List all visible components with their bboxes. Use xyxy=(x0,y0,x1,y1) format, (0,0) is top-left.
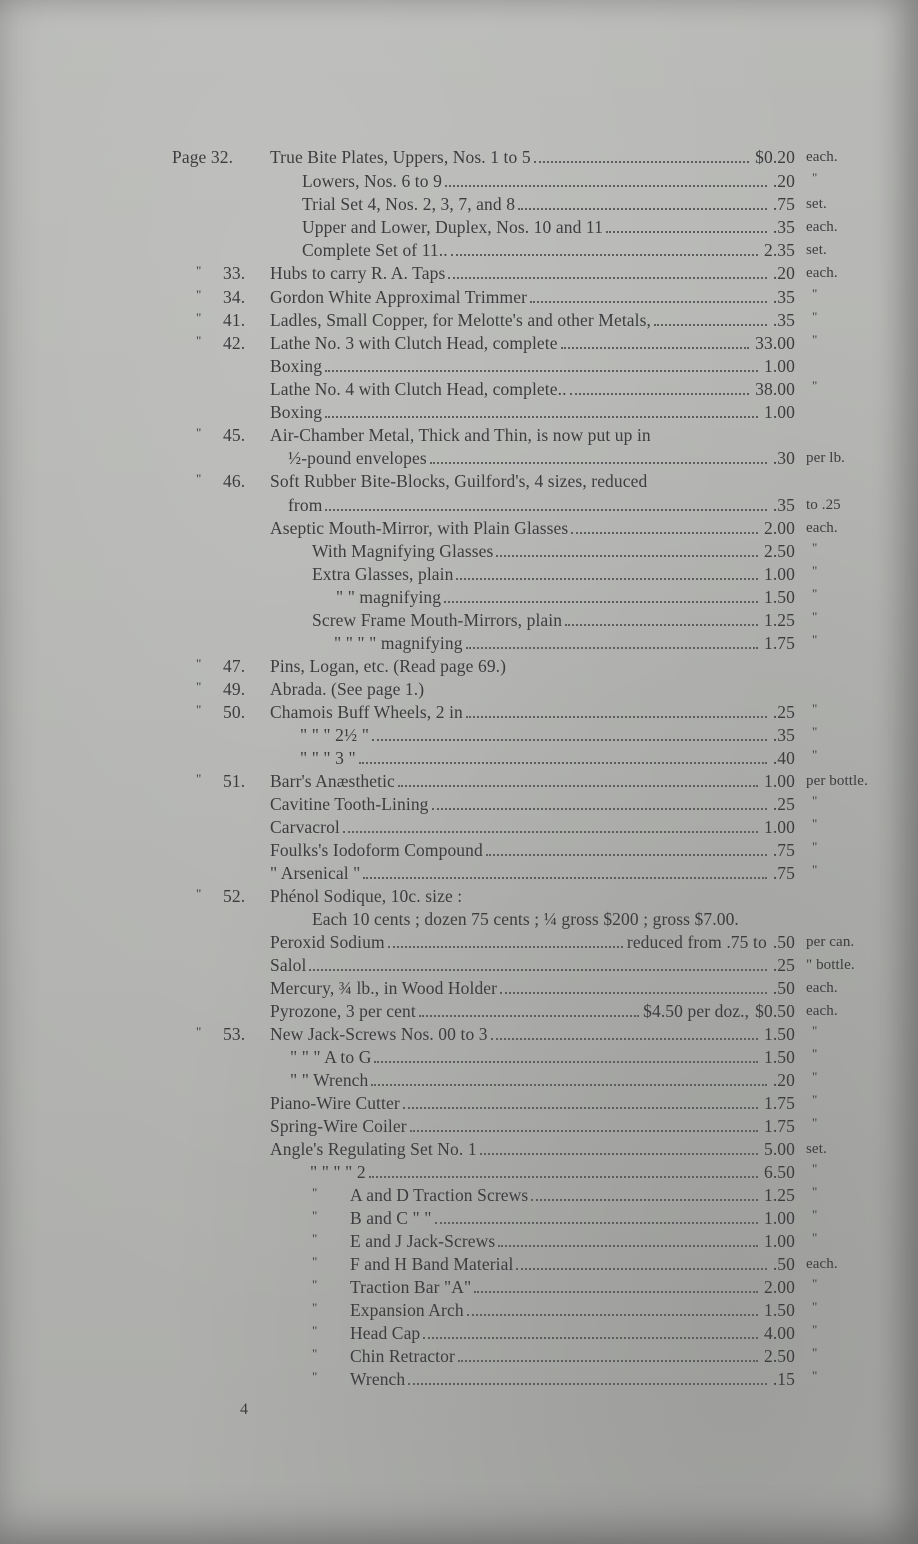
item-description: " " " " 2 xyxy=(310,1162,366,1182)
ditto-mark: " xyxy=(196,1024,202,1039)
page-number-ref: 45. xyxy=(223,425,246,445)
item-price: 2.00 xyxy=(763,1277,795,1297)
ditto-mark: " xyxy=(196,656,202,671)
catalog-row xyxy=(0,332,918,354)
dotted-leader xyxy=(374,1061,758,1063)
dotted-leader xyxy=(371,1084,766,1086)
catalog-row xyxy=(0,931,918,953)
item-description: Traction Bar "A" xyxy=(350,1277,472,1297)
page-number-ref: 50. xyxy=(223,702,246,722)
item-description: Head Cap xyxy=(350,1323,421,1343)
catalog-row xyxy=(0,908,918,930)
item-price: .25 xyxy=(772,702,795,722)
item-price: .35 xyxy=(772,217,795,237)
ditto-mark: " xyxy=(196,702,202,717)
ditto-mark: " xyxy=(312,1208,318,1223)
price-unit: per can. xyxy=(806,934,855,950)
dotted-leader xyxy=(486,854,767,856)
catalog-row xyxy=(0,770,918,792)
price-unit: " xyxy=(812,1023,818,1038)
item-price: 2.50 xyxy=(763,541,795,561)
dotted-leader xyxy=(456,578,757,580)
page-reference-label: Page 32. xyxy=(172,147,234,167)
price-unit: " xyxy=(812,286,818,301)
page-number-ref: 49. xyxy=(223,679,246,699)
item-description: " " " 2½ " xyxy=(300,725,369,745)
catalog-row xyxy=(0,378,918,400)
item-description: Soft Rubber Bite-Blocks, Guilford's, 4 sizes, reduced xyxy=(270,471,648,491)
price-unit: " xyxy=(812,1161,818,1176)
price-unit: " xyxy=(812,1046,818,1061)
item-price: .15 xyxy=(772,1369,795,1389)
price-unit: " bottle. xyxy=(806,957,855,973)
dotted-leader xyxy=(491,1038,758,1040)
page-number-ref: 51. xyxy=(223,771,246,791)
item-price: 1.50 xyxy=(763,1047,795,1067)
catalog-row xyxy=(0,885,918,907)
item-price: 38.00 xyxy=(755,379,795,399)
item-description: Pyrozone, 3 per cent xyxy=(270,1001,416,1021)
page-number-ref: 47. xyxy=(223,656,246,676)
catalog-row xyxy=(0,816,918,838)
catalog-row xyxy=(0,1299,918,1321)
page-number-ref: 41. xyxy=(223,310,246,330)
item-price: .30 xyxy=(772,448,795,468)
price-unit: " xyxy=(812,540,818,555)
catalog-row xyxy=(0,1000,918,1022)
item-price: 1.00 xyxy=(763,356,795,376)
item-description: F and H Band Material xyxy=(350,1254,514,1274)
ditto-mark: " xyxy=(196,679,202,694)
item-price: 1.25 xyxy=(763,610,795,630)
item-price: 1.50 xyxy=(763,1024,795,1044)
catalog-row xyxy=(0,1138,918,1160)
catalog-row xyxy=(0,470,918,492)
ditto-mark: " xyxy=(312,1277,318,1292)
catalog-row xyxy=(0,1276,918,1298)
catalog-row xyxy=(0,401,918,423)
dotted-leader xyxy=(466,716,767,718)
dotted-leader xyxy=(363,877,766,879)
ditto-mark: " xyxy=(312,1300,318,1315)
item-description: Peroxid Sodium xyxy=(270,932,385,952)
item-description: Gordon White Approximal Trimmer xyxy=(270,287,528,307)
price-unit: " xyxy=(812,378,818,393)
dotted-leader xyxy=(388,946,623,948)
price-unit: " xyxy=(812,1092,818,1107)
price-unit: " xyxy=(812,1069,818,1084)
price-unit: " xyxy=(812,170,818,185)
catalog-row xyxy=(0,1368,918,1390)
item-description: Piano-Wire Cutter xyxy=(270,1093,400,1113)
catalog-row xyxy=(0,1046,918,1068)
item-price: .40 xyxy=(772,748,795,768)
dotted-leader xyxy=(343,831,758,833)
dotted-leader xyxy=(458,1360,758,1362)
price-unit: " xyxy=(812,1184,818,1199)
item-price: 1.50 xyxy=(763,1300,795,1320)
item-price: 1.00 xyxy=(763,1231,795,1251)
item-description: Cavitine Tooth-Lining xyxy=(270,794,429,814)
item-description: With Magnifying Glasses xyxy=(312,541,494,561)
item-price: 1.00 xyxy=(763,817,795,837)
dotted-leader xyxy=(534,161,749,163)
catalog-row xyxy=(0,586,918,608)
item-price: .35 xyxy=(772,287,795,307)
item-price: .25 xyxy=(772,955,795,975)
price-unit: " xyxy=(812,586,818,601)
catalog-row xyxy=(0,1322,918,1344)
item-description: Complete Set of 11.. xyxy=(302,240,448,260)
item-price: 1.00 xyxy=(763,1208,795,1228)
item-description: " " " A to G xyxy=(290,1047,372,1067)
item-description: Chin Retractor xyxy=(350,1346,455,1366)
price-unit: to .25 xyxy=(806,497,841,513)
item-description: Chamois Buff Wheels, 2 in xyxy=(270,702,463,722)
price-unit: set. xyxy=(806,1141,827,1157)
catalog-row xyxy=(0,701,918,723)
item-description: ½-pound envelopes xyxy=(288,448,427,468)
item-price: $0.20 xyxy=(755,147,795,167)
item-price: .75 xyxy=(772,840,795,860)
item-description: Trial Set 4, Nos. 2, 3, 7, and 8 xyxy=(302,194,516,214)
catalog-row xyxy=(0,793,918,815)
catalog-row xyxy=(0,170,918,192)
ditto-mark: " xyxy=(196,471,202,486)
item-description: New Jack-Screws Nos. 00 to 3 xyxy=(270,1024,488,1044)
catalog-row xyxy=(0,1023,918,1045)
dotted-leader xyxy=(369,1176,758,1178)
dotted-leader xyxy=(654,324,767,326)
dotted-leader xyxy=(451,254,758,256)
dotted-leader xyxy=(518,208,767,210)
item-description: Each 10 cents ; dozen 75 cents ; ¼ gross $200 ; gross $7.00. xyxy=(312,909,739,929)
item-description: Lathe No. 3 with Clutch Head, complete xyxy=(270,333,558,353)
item-price: .75 xyxy=(772,863,795,883)
catalog-row xyxy=(0,609,918,631)
dotted-leader xyxy=(500,992,767,994)
dotted-leader xyxy=(430,462,767,464)
price-unit: " xyxy=(812,609,818,624)
price-unit: " xyxy=(812,563,818,578)
catalog-row xyxy=(0,146,918,168)
price-unit: set. xyxy=(806,196,827,212)
ditto-mark: " xyxy=(312,1323,318,1338)
price-note: reduced from .75 to xyxy=(626,932,767,952)
catalog-row xyxy=(0,540,918,562)
price-unit: " xyxy=(812,816,818,831)
dotted-leader xyxy=(571,532,758,534)
item-price: .25 xyxy=(772,794,795,814)
catalog-row xyxy=(0,1092,918,1114)
item-price: 1.00 xyxy=(763,564,795,584)
dotted-leader xyxy=(466,647,758,649)
ditto-mark: " xyxy=(312,1346,318,1361)
catalog-row xyxy=(0,355,918,377)
item-description: Mercury, ¾ lb., in Wood Holder xyxy=(270,978,498,998)
dotted-leader xyxy=(498,1245,758,1247)
item-price: 2.50 xyxy=(763,1346,795,1366)
dotted-leader xyxy=(516,1268,766,1270)
item-price: .35 xyxy=(772,725,795,745)
item-description: B and C " " xyxy=(350,1208,432,1228)
item-description: Upper and Lower, Duplex, Nos. 10 and 11 xyxy=(302,217,603,237)
ditto-mark: " xyxy=(196,333,202,348)
item-description: Expansion Arch xyxy=(350,1300,464,1320)
price-unit: per lb. xyxy=(806,450,846,466)
item-description: " Arsenical " xyxy=(270,863,361,883)
catalog-row xyxy=(0,424,918,446)
item-description: Extra Glasses, plain xyxy=(312,564,454,584)
item-description: Screw Frame Mouth-Mirrors, plain xyxy=(312,610,563,630)
item-price: .50 xyxy=(772,932,795,952)
price-unit: " xyxy=(812,1368,818,1383)
price-unit: " xyxy=(812,1345,818,1360)
item-description: Aseptic Mouth-Mirror, with Plain Glasses xyxy=(270,518,569,538)
ditto-mark: " xyxy=(312,1254,318,1269)
item-price: .20 xyxy=(772,171,795,191)
catalog-row xyxy=(0,747,918,769)
dotted-leader xyxy=(480,1153,758,1155)
dotted-leader xyxy=(372,739,767,741)
item-price: .35 xyxy=(772,495,795,515)
catalog-row xyxy=(0,1207,918,1229)
item-description: Ladles, Small Copper, for Melotte's and other Metals, xyxy=(270,310,652,330)
catalog-row xyxy=(0,1230,918,1252)
item-price: .50 xyxy=(772,978,795,998)
price-unit: each. xyxy=(806,1256,838,1272)
item-description: Salol xyxy=(270,955,307,975)
dotted-leader xyxy=(325,509,766,511)
ditto-mark: " xyxy=(196,310,202,325)
dotted-leader xyxy=(570,393,750,395)
price-unit: " xyxy=(812,1299,818,1314)
item-description: " " " " magnifying xyxy=(334,633,463,653)
item-description: " " magnifying xyxy=(336,587,442,607)
catalog-row xyxy=(0,632,918,654)
ditto-mark: " xyxy=(196,425,202,440)
ditto-mark: " xyxy=(312,1369,318,1384)
catalog-row xyxy=(0,655,918,677)
catalog-row xyxy=(0,286,918,308)
catalog-row xyxy=(0,262,918,284)
price-unit: " xyxy=(812,747,818,762)
catalog-row xyxy=(0,724,918,746)
catalog-row xyxy=(0,563,918,585)
item-description: Abrada. (See page 1.) xyxy=(270,679,425,699)
dotted-leader xyxy=(444,601,758,603)
page-number-ref: 33. xyxy=(223,263,246,283)
dotted-leader xyxy=(309,969,766,971)
catalog-row xyxy=(0,494,918,516)
price-unit: " xyxy=(812,309,818,324)
price-unit: " xyxy=(812,862,818,877)
dotted-leader xyxy=(408,1383,767,1385)
dotted-leader xyxy=(435,1222,758,1224)
dotted-leader xyxy=(398,785,758,787)
price-unit: set. xyxy=(806,242,827,258)
price-unit: " xyxy=(812,1115,818,1130)
catalog-row xyxy=(0,977,918,999)
item-price: .75 xyxy=(772,194,795,214)
item-price: 1.50 xyxy=(763,587,795,607)
item-description: Foulks's Iodoform Compound xyxy=(270,840,483,860)
catalog-row xyxy=(0,1161,918,1183)
item-description: A and D Traction Screws xyxy=(350,1185,529,1205)
dotted-leader xyxy=(474,1291,758,1293)
item-description: Hubs to carry R. A. Taps xyxy=(270,263,446,283)
dotted-leader xyxy=(423,1337,758,1339)
item-price: 1.75 xyxy=(763,633,795,653)
dotted-leader xyxy=(530,301,767,303)
dotted-leader xyxy=(531,1199,758,1201)
dotted-leader xyxy=(561,347,750,349)
item-description: Phénol Sodique, 10c. size : xyxy=(270,886,463,906)
item-price: 1.75 xyxy=(763,1093,795,1113)
item-price: 1.25 xyxy=(763,1185,795,1205)
dotted-leader xyxy=(403,1107,758,1109)
item-description: Spring-Wire Coiler xyxy=(270,1116,407,1136)
catalog-row xyxy=(0,517,918,539)
item-description: " " " 3 " xyxy=(300,748,356,768)
dotted-leader xyxy=(565,624,758,626)
price-unit: each. xyxy=(806,219,838,235)
catalog-row xyxy=(0,1184,918,1206)
page-number-ref: 53. xyxy=(223,1024,246,1044)
item-price: 1.00 xyxy=(763,402,795,422)
catalog-row xyxy=(0,239,918,261)
catalog-row xyxy=(0,309,918,331)
item-price: 5.00 xyxy=(763,1139,795,1159)
catalog-row xyxy=(0,193,918,215)
item-price: .20 xyxy=(772,263,795,283)
item-description: Pins, Logan, etc. (Read page 69.) xyxy=(270,656,507,676)
catalog-row xyxy=(0,862,918,884)
price-unit: each. xyxy=(806,1003,838,1019)
item-price: 1.00 xyxy=(763,771,795,791)
page-number: 4 xyxy=(240,1401,248,1418)
item-price: 2.00 xyxy=(763,518,795,538)
item-description: Barr's Anæsthetic xyxy=(270,771,395,791)
price-unit: each. xyxy=(806,980,838,996)
price-unit: " xyxy=(812,632,818,647)
ditto-mark: " xyxy=(196,287,202,302)
page-number-ref: 42. xyxy=(223,333,246,353)
item-description: Carvacrol xyxy=(270,817,340,837)
price-unit: " xyxy=(812,839,818,854)
dotted-leader xyxy=(432,808,767,810)
item-price: 1.75 xyxy=(763,1116,795,1136)
item-price: 33.00 xyxy=(755,333,795,353)
catalog-row xyxy=(0,1069,918,1091)
item-price: 2.35 xyxy=(763,240,795,260)
catalog-row xyxy=(0,954,918,976)
item-price: .35 xyxy=(772,310,795,330)
item-description: Lowers, Nos. 6 to 9 xyxy=(302,171,442,191)
price-unit: " xyxy=(812,793,818,808)
page-number-ref: 34. xyxy=(223,287,246,307)
price-unit: " xyxy=(812,1207,818,1222)
item-price: .50 xyxy=(772,1254,795,1274)
dotted-leader xyxy=(419,1015,639,1017)
ditto-mark: " xyxy=(312,1185,318,1200)
dotted-leader xyxy=(606,231,767,233)
dotted-leader xyxy=(467,1314,758,1316)
price-unit: " xyxy=(812,332,818,347)
item-description: Lathe No. 4 with Clutch Head, complete.. xyxy=(270,379,567,399)
item-description: from xyxy=(288,495,323,515)
page-number-ref: 46. xyxy=(223,471,246,491)
price-unit: " xyxy=(812,724,818,739)
item-description: Air-Chamber Metal, Thick and Thin, is now put up in xyxy=(270,425,651,445)
price-unit: per bottle. xyxy=(806,773,868,789)
price-unit: each. xyxy=(806,520,838,536)
item-description: Boxing xyxy=(270,402,323,422)
dotted-leader xyxy=(359,762,767,764)
catalog-row xyxy=(0,447,918,469)
dotted-leader xyxy=(445,185,767,187)
ditto-mark: " xyxy=(196,886,202,901)
catalog-row xyxy=(0,1115,918,1137)
item-description: E and J Jack-Screws xyxy=(350,1231,496,1251)
item-price: .20 xyxy=(772,1070,795,1090)
price-unit: each. xyxy=(806,265,838,281)
price-unit: each. xyxy=(806,149,838,165)
catalog-row xyxy=(0,1345,918,1367)
catalog-row xyxy=(0,1253,918,1275)
ditto-mark: " xyxy=(196,771,202,786)
dotted-leader xyxy=(410,1130,758,1132)
price-note: $4.50 per doz., xyxy=(643,1001,750,1021)
price-unit: " xyxy=(812,1276,818,1291)
price-unit: " xyxy=(812,1230,818,1245)
dotted-leader xyxy=(496,555,758,557)
ditto-mark: " xyxy=(196,263,202,278)
item-description: " " Wrench xyxy=(290,1070,369,1090)
item-price: $0.50 xyxy=(755,1001,795,1021)
page-number-ref: 52. xyxy=(223,886,246,906)
catalog-row xyxy=(0,839,918,861)
price-unit: " xyxy=(812,701,818,716)
item-description: Boxing xyxy=(270,356,323,376)
price-unit: " xyxy=(812,1322,818,1337)
dotted-leader xyxy=(448,277,766,279)
item-description: Wrench xyxy=(350,1369,406,1389)
ditto-mark: " xyxy=(312,1231,318,1246)
item-description: Angle's Regulating Set No. 1 xyxy=(270,1139,477,1159)
dotted-leader xyxy=(325,370,758,372)
item-price: 4.00 xyxy=(763,1323,795,1343)
catalog-row xyxy=(0,216,918,238)
dotted-leader xyxy=(325,416,758,418)
item-price: 6.50 xyxy=(763,1162,795,1182)
catalog-row xyxy=(0,678,918,700)
item-description: True Bite Plates, Uppers, Nos. 1 to 5 xyxy=(270,147,531,167)
